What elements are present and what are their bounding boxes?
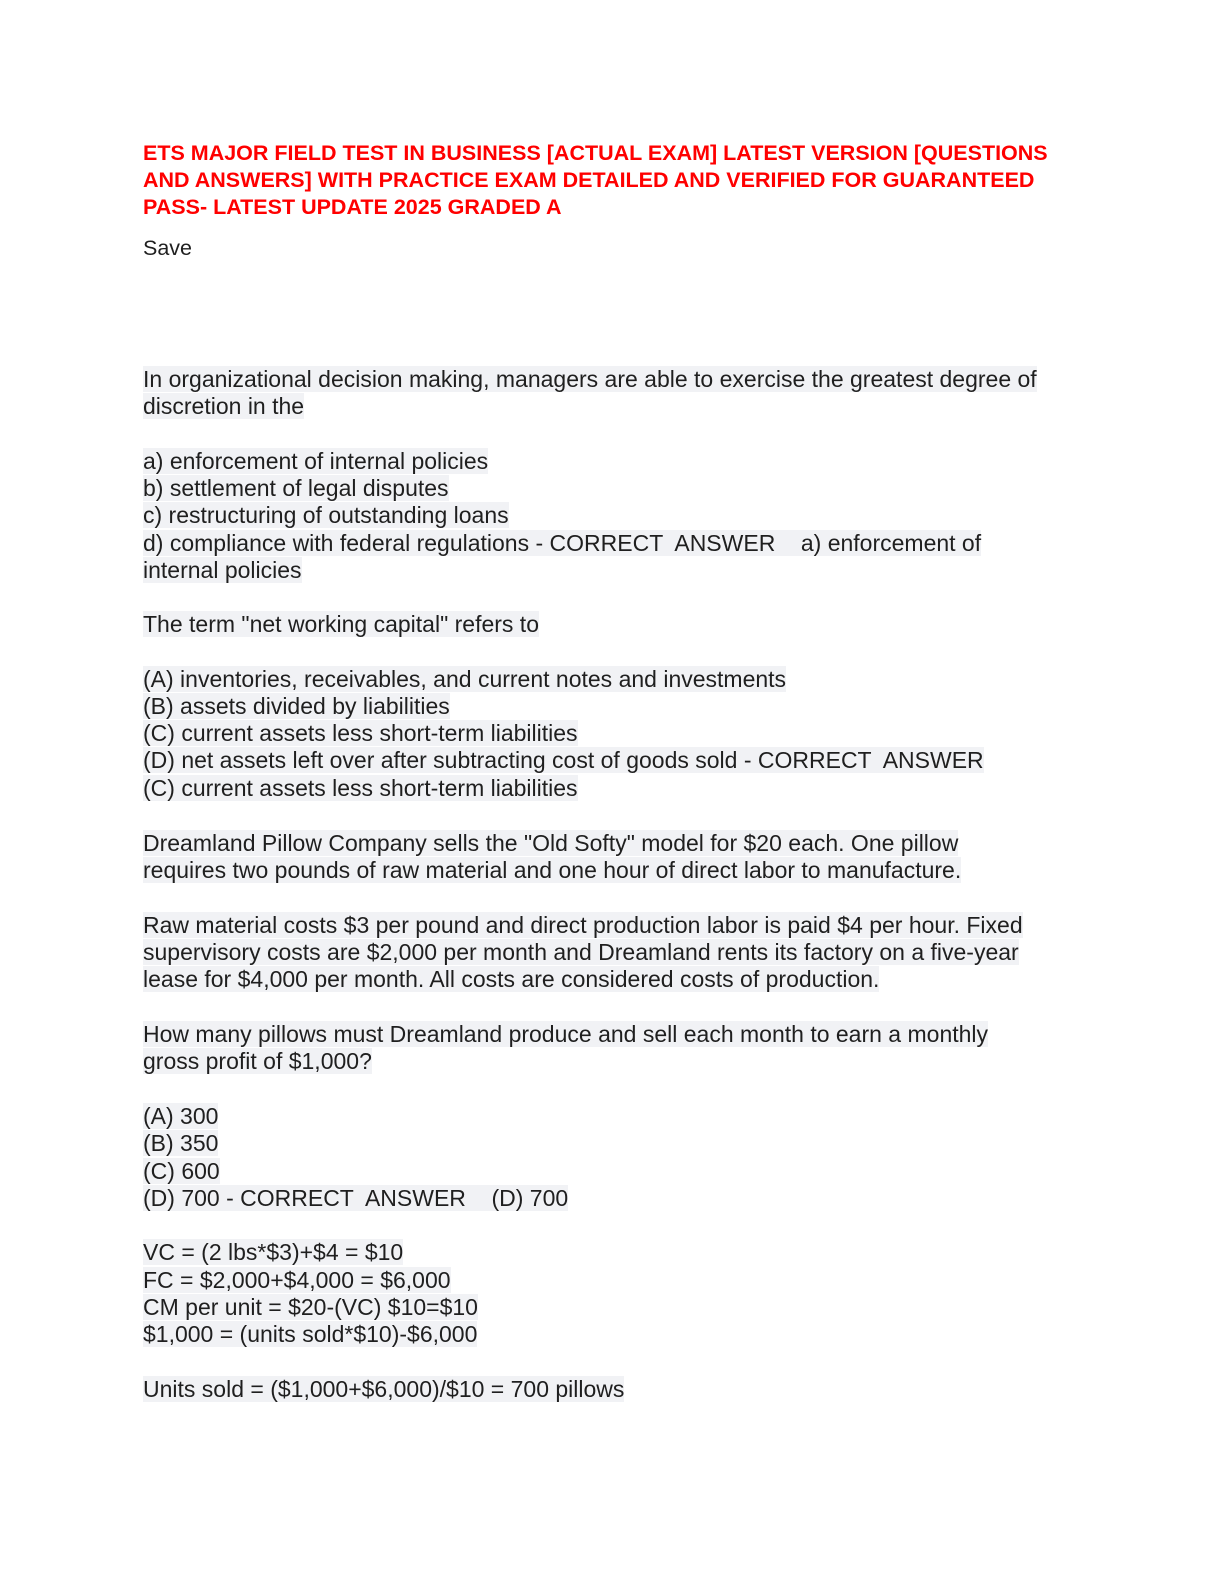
answer-option: (C) current assets less short-term liabilities [143,720,578,747]
text-line: requires two pounds of raw material and one hour of direct labor to manufacture. [143,857,962,884]
save-label: Save [143,236,193,260]
text-line [143,638,1083,665]
text-line: In organizational decision making, managers are able to exercise the greatest degree of [143,366,1037,392]
answer-option: (D) 700 - CORRECT ANSWER (D) 700 [143,1184,569,1211]
answer-option: (A) 300 [143,1102,219,1129]
answer-option: a) enforcement of internal policies [143,447,489,474]
document-header [143,140,1083,262]
calculation-line: Units sold = ($1,000+$6,000)/$10 = 700 pillows [143,1375,625,1402]
answer-option: b) settlement of legal disputes [143,475,449,502]
text-line: internal policies [143,557,302,584]
text-line: supervisory costs are $2,000 per month and Dreamland rents its factory on a five-year [143,939,1019,966]
text-line: discretion in the [143,393,305,420]
answer-option: (D) net assets left over after subtracting cost of goods sold - CORRECT ANSWER [143,747,984,774]
text-line: The term "net working capital" refers to [143,611,539,637]
text-line [143,1212,1083,1239]
text-line: How many pillows must Dreamland produce and sell each month to earn a monthly [143,1021,989,1048]
document-title [143,140,1083,221]
answer-option: d) compliance with federal regulations - CORRECT ANSWER a) enforcement of [143,529,982,556]
answer-option: (C) 600 [143,1157,220,1184]
title-line: PASS- LATEST UPDATE 2025 GRADED A [143,195,562,219]
answer-option: (B) 350 [143,1130,219,1157]
text-line [143,421,1083,448]
question-2 [143,611,1083,802]
calculation-line: FC = $2,000+$4,000 = $6,000 [143,1266,451,1293]
text-line: Dreamland Pillow Company sells the "Old Softy" model for $20 each. One pillow [143,830,959,856]
answer-option: (A) inventories, receivables, and current notes and investments [143,665,787,692]
calculation-line: VC = (2 lbs*$3)+$4 = $10 [143,1239,404,1266]
title-line: AND ANSWERS] WITH PRACTICE EXAM DETAILED AND VERIFIED FOR GUARANTEED [143,168,1035,192]
answer-option: c) restructuring of outstanding loans [143,502,509,529]
text-line: (C) current assets less short-term liabilities [143,774,578,801]
text-line: lease for $4,000 per month. All costs are considered costs of production. [143,966,880,993]
calculation-line: $1,000 = (units sold*$10)-$6,000 [143,1321,478,1348]
text-line [143,1349,1083,1376]
text-line [143,994,1083,1021]
text-line [143,885,1083,912]
answer-option: (B) assets divided by liabilities [143,692,450,719]
question-1 [143,366,1083,584]
text-line [143,1076,1083,1103]
text-line: Raw material costs $3 per pound and direct production labor is paid $4 per hour. Fixed [143,911,1023,938]
calculation-line: CM per unit = $20-(VC) $10=$10 [143,1294,478,1321]
title-line: ETS MAJOR FIELD TEST IN BUSINESS [ACTUAL EXAM] LATEST VERSION [QUESTIONS [143,141,1048,165]
text-line: gross profit of $1,000? [143,1048,372,1075]
question-3 [143,830,1083,1403]
